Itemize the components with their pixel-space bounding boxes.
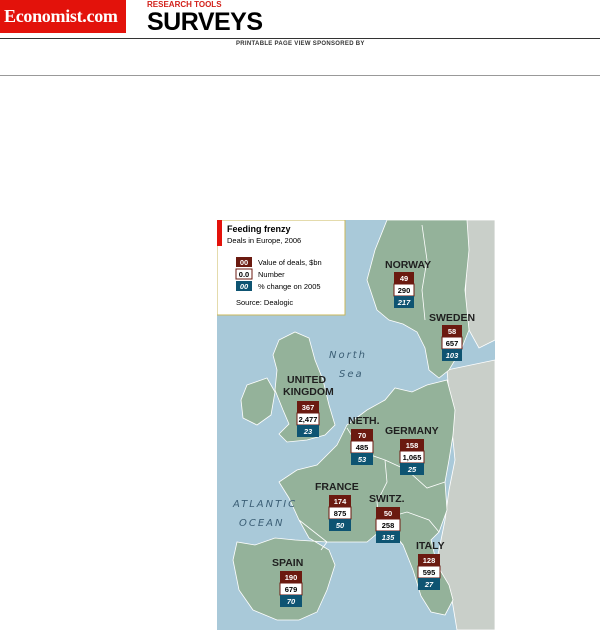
sea-label-atlantic-1: ATLANTIC	[233, 499, 298, 510]
country-label-switzerland: SWITZ.	[369, 493, 405, 505]
economist-logo[interactable]: Economist.com	[0, 0, 126, 33]
uk-change: 23	[303, 427, 313, 436]
legend-swatch-change-text: 00	[239, 282, 249, 291]
switzerland-number: 258	[381, 521, 395, 530]
switzerland-value: 50	[383, 509, 393, 518]
spain-value: 190	[284, 573, 298, 582]
netherlands-change: 53	[357, 455, 367, 464]
europe-deals-map	[217, 220, 495, 630]
legend-label-change: % change on 2005	[258, 282, 321, 291]
legend-swatch-number-text: 0.0	[238, 270, 250, 279]
italy-change: 27	[424, 580, 434, 589]
norway-value: 49	[399, 274, 409, 283]
country-label-france: FRANCE	[315, 481, 359, 493]
country-label-italy: ITALY	[416, 540, 445, 552]
germany-number: 1,065	[402, 453, 422, 462]
spain-change: 70	[286, 597, 296, 606]
netherlands-value: 70	[357, 431, 367, 440]
legend-swatch-value-text: 00	[239, 258, 249, 267]
sweden-change: 103	[445, 351, 459, 360]
france-value: 174	[333, 497, 347, 506]
uk-value: 367	[301, 403, 315, 412]
italy-value: 128	[422, 556, 436, 565]
france-number: 875	[333, 509, 347, 518]
country-label-sweden: SWEDEN	[429, 312, 476, 324]
country-label-spain: SPAIN	[272, 557, 304, 569]
germany-change: 25	[407, 465, 417, 474]
germany-value: 158	[405, 441, 419, 450]
legend-subtitle: Deals in Europe, 2006	[227, 236, 302, 245]
legend-source: Source: Dealogic	[236, 298, 294, 307]
switzerland-change: 135	[381, 533, 395, 542]
sweden-value: 58	[447, 327, 457, 336]
map-legend	[217, 220, 345, 315]
country-label-netherlands: NETH.	[348, 415, 380, 427]
section-category[interactable]: RESEARCH TOOLS	[147, 0, 222, 9]
spain-number: 679	[284, 585, 298, 594]
sea-label-atlantic-2: OCEAN	[239, 518, 285, 529]
italy-number: 595	[422, 568, 436, 577]
norway-number: 290	[397, 286, 411, 295]
sea-label-north-1: North	[329, 350, 367, 361]
legend-accent-bar	[217, 220, 222, 246]
legend-title: Feeding frenzy	[227, 224, 291, 234]
france-change: 50	[335, 521, 345, 530]
sea-label-north-2: Sea	[339, 369, 364, 380]
norway-change: 217	[397, 298, 411, 307]
sponsor-text: PRINTABLE PAGE VIEW SPONSORED BY	[236, 41, 365, 47]
uk-number: 2,477	[298, 415, 318, 424]
country-label-uk-1: UNITED	[287, 374, 327, 386]
sweden-number: 657	[445, 339, 459, 348]
header-divider	[0, 38, 600, 39]
country-label-uk-2: KINGDOM	[283, 386, 334, 398]
section-title[interactable]: SURVEYS	[147, 8, 263, 36]
legend-label-value: Value of deals, $bn	[258, 258, 322, 267]
country-label-germany: GERMANY	[385, 425, 439, 437]
legend-label-number: Number	[258, 270, 285, 279]
header-divider-lower	[0, 75, 600, 76]
netherlands-number: 485	[355, 443, 369, 452]
country-label-norway: NORWAY	[385, 259, 432, 271]
